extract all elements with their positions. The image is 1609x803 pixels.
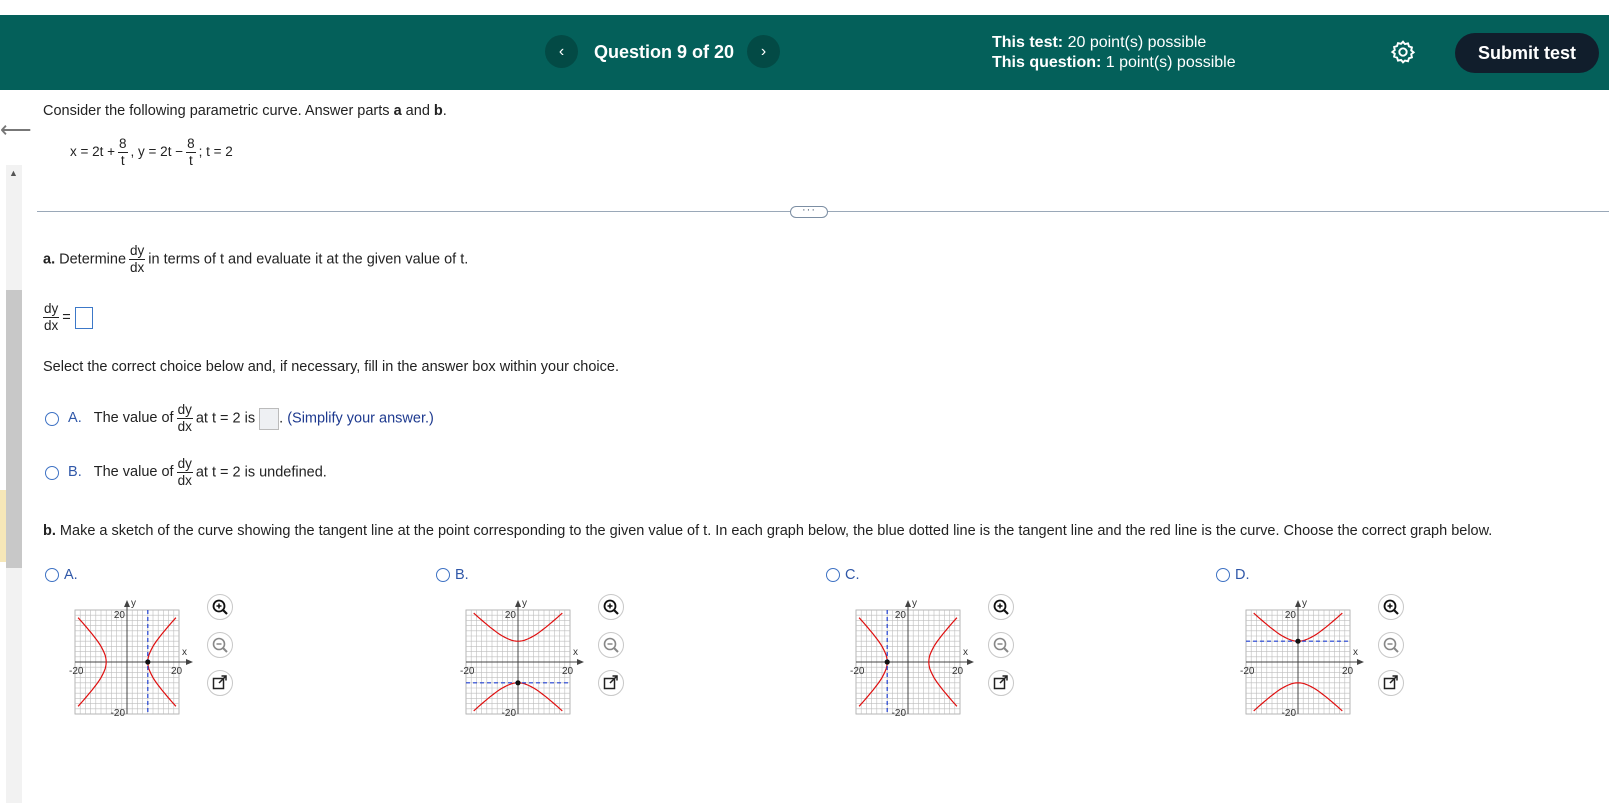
zoom-in-button[interactable] [1378, 594, 1404, 620]
question-points [992, 54, 1236, 72]
test-points-value: 20 point(s) possible [1067, 34, 1207, 51]
graph-option-letter: B. [455, 567, 469, 583]
y-axis-arrow [124, 600, 130, 607]
graph-plot [842, 598, 992, 723]
previous-question-button[interactable] [545, 35, 578, 68]
zoom-out-button[interactable] [1378, 632, 1404, 658]
chevron-right-icon: › [760, 42, 767, 60]
y-max-tick: 20 [504, 610, 516, 621]
y-min-tick: -20 [1281, 708, 1296, 719]
open-external-icon [600, 672, 622, 694]
open-external-icon [209, 672, 231, 694]
graph-option-choice [436, 567, 469, 583]
top-strip [0, 0, 1609, 15]
dydx-num: dy [44, 301, 59, 316]
zoom-out-icon [600, 634, 622, 656]
graph-plot [1232, 598, 1382, 723]
zoom-out-icon [990, 634, 1012, 656]
chevron-left-icon: ‹ [558, 42, 565, 60]
x-axis-label: x [963, 647, 968, 658]
intro-and: and [401, 103, 434, 119]
graph-option-letter: D. [1235, 567, 1250, 583]
y-max-tick: 20 [894, 610, 906, 621]
open-external-icon [1380, 672, 1402, 694]
zoom-out-icon [209, 634, 231, 656]
choice-b-text-post: at t = 2 is undefined. [195, 464, 327, 481]
choice-a-frac-num: dy [177, 402, 192, 417]
dydx-answer-row [43, 301, 93, 334]
scroll-up-icon[interactable]: ▲ [9, 168, 18, 178]
zoom-in-button[interactable] [598, 594, 624, 620]
scrollbar-thumb[interactable] [6, 290, 22, 568]
eq-y-fraction [186, 136, 196, 169]
problem-intro [43, 103, 447, 119]
open-external-button[interactable] [988, 670, 1014, 696]
question-points-value: 1 point(s) possible [1105, 54, 1236, 71]
zoom-out-button[interactable] [207, 632, 233, 658]
graph-option-radio[interactable] [436, 568, 450, 582]
part-a-frac-den: dx [130, 260, 145, 275]
dydx-fraction [43, 301, 59, 334]
x-max-tick: 20 [952, 666, 964, 677]
y-axis-label: y [522, 598, 527, 609]
question-points-label: This question: [992, 54, 1102, 71]
x-max-tick: 20 [562, 666, 574, 677]
graph-plot [452, 598, 602, 723]
submit-test-button[interactable]: Submit test [1455, 33, 1599, 73]
eq-x-numerator: 8 [119, 136, 127, 151]
zoom-in-icon [209, 596, 231, 618]
part-a-label: a. [43, 251, 56, 268]
x-axis-arrow [577, 659, 584, 665]
graph-option-radio[interactable] [826, 568, 840, 582]
part-b-text: Make a sketch of the curve showing the tangent line at the point corresponding to the given value of t. In each graph below, the blue dotted line is the tangent line and the red line is the curve. Choose the correct graph below. [59, 523, 1493, 539]
choice-a-letter: A. [68, 410, 82, 427]
zoom-in-icon [990, 596, 1012, 618]
part-a-prompt [43, 243, 468, 276]
y-axis-arrow [515, 600, 521, 607]
choice-a-hint: (Simplify your answer.) [287, 410, 434, 427]
graph-option-radio[interactable] [45, 568, 59, 582]
choice-a-fraction [177, 402, 193, 435]
part-a-fraction [129, 243, 145, 276]
y-axis-label: y [1302, 598, 1307, 609]
y-max-tick: 20 [1284, 610, 1296, 621]
choice-b-frac-num: dy [177, 456, 192, 471]
y-min-tick: -20 [110, 708, 125, 719]
tangent-point [145, 659, 150, 664]
eq-y-numerator: 8 [187, 136, 195, 151]
zoom-in-icon [600, 596, 622, 618]
graph-option-letter: C. [845, 567, 860, 583]
choice-a-text-mid: at t = 2 is [195, 410, 256, 427]
gear-icon [1390, 39, 1416, 65]
y-axis-arrow [905, 600, 911, 607]
choice-b-frac-den: dx [177, 473, 192, 488]
intro-part-b: b [433, 103, 443, 119]
tangent-point [885, 659, 890, 664]
choice-a-text-pre: The value of [93, 410, 174, 427]
y-max-tick: 20 [113, 610, 125, 621]
intro-period: . [442, 103, 447, 119]
x-max-tick: 20 [171, 666, 183, 677]
zoom-in-icon [1380, 596, 1402, 618]
graph-option-letter: A. [64, 567, 78, 583]
graph-option-radio[interactable] [1216, 568, 1230, 582]
select-instruction: Select the correct choice below and, if necessary, fill in the answer box within your choice. [43, 359, 619, 375]
choice-b-row [45, 456, 327, 489]
zoom-out-button[interactable] [598, 632, 624, 658]
x-axis-arrow [967, 659, 974, 665]
test-points [992, 34, 1206, 52]
eq-x-denominator: t [120, 153, 125, 168]
intro-text: Consider the following parametric curve. Answer parts [43, 103, 394, 119]
settings-button[interactable] [1390, 39, 1416, 65]
choice-b-fraction [177, 456, 193, 489]
y-axis-label: y [131, 598, 136, 609]
expand-divider-button[interactable]: ··· [790, 206, 828, 218]
eq-x-lhs: x = 2t + [70, 144, 116, 160]
collapse-arrow-icon[interactable]: ⟵ [0, 117, 32, 142]
x-axis-label: x [573, 647, 578, 658]
choice-b-text-pre: The value of [93, 464, 174, 481]
scroll-highlight [0, 490, 6, 562]
eq-x-fraction [118, 136, 128, 169]
graph-option-choice [1216, 567, 1250, 583]
dydx-answer-input[interactable] [75, 307, 93, 329]
dydx-den: dx [44, 318, 59, 333]
choice-a-answer-input[interactable] [259, 408, 279, 430]
part-b-prompt [43, 523, 1492, 539]
graph-option-choice [826, 567, 860, 583]
next-question-button[interactable] [747, 35, 780, 68]
x-axis-arrow [186, 659, 193, 665]
choice-a-period: . [279, 410, 284, 427]
x-axis-label: x [182, 647, 187, 658]
x-min-tick: -20 [69, 666, 84, 677]
choice-a-radio[interactable] [45, 412, 59, 426]
y-axis-label: y [912, 598, 917, 609]
tangent-point [1295, 639, 1300, 644]
x-min-tick: -20 [460, 666, 475, 677]
open-external-button[interactable] [598, 670, 624, 696]
parametric-equation [70, 136, 233, 169]
x-axis-label: x [1353, 647, 1358, 658]
y-min-tick: -20 [891, 708, 906, 719]
zoom-out-icon [1380, 634, 1402, 656]
y-min-tick: -20 [501, 708, 516, 719]
intro-part-a: a [393, 103, 402, 119]
choice-b-radio[interactable] [45, 466, 59, 480]
zoom-in-button[interactable] [207, 594, 233, 620]
x-max-tick: 20 [1342, 666, 1354, 677]
open-external-icon [990, 672, 1012, 694]
choice-a-row [45, 402, 434, 435]
part-a-text-post: in terms of t and evaluate it at the given value of t. [148, 251, 469, 268]
header-bar [0, 15, 1609, 90]
zoom-in-button[interactable] [988, 594, 1014, 620]
part-a-frac-num: dy [130, 243, 145, 258]
x-min-tick: -20 [850, 666, 865, 677]
tangent-point [515, 680, 520, 685]
eq-y-denominator: t [188, 153, 193, 168]
graph-plot [61, 598, 211, 723]
part-a-text-pre: Determine [59, 251, 127, 268]
test-points-label: This test: [992, 34, 1064, 51]
part-b-label: b. [43, 523, 56, 539]
graph-option-choice [45, 567, 78, 583]
eq-y-lhs: , y = 2t − [130, 144, 184, 160]
dydx-equals: = [62, 309, 71, 326]
y-axis-arrow [1295, 600, 1301, 607]
zoom-out-button[interactable] [988, 632, 1014, 658]
x-min-tick: -20 [1240, 666, 1255, 677]
choice-b-letter: B. [68, 464, 82, 481]
x-axis-arrow [1357, 659, 1364, 665]
choice-a-frac-den: dx [177, 419, 192, 434]
question-indicator: Question 9 of 20 [594, 42, 735, 62]
eq-t-value: ; t = 2 [198, 144, 233, 160]
open-external-button[interactable] [1378, 670, 1404, 696]
open-external-button[interactable] [207, 670, 233, 696]
